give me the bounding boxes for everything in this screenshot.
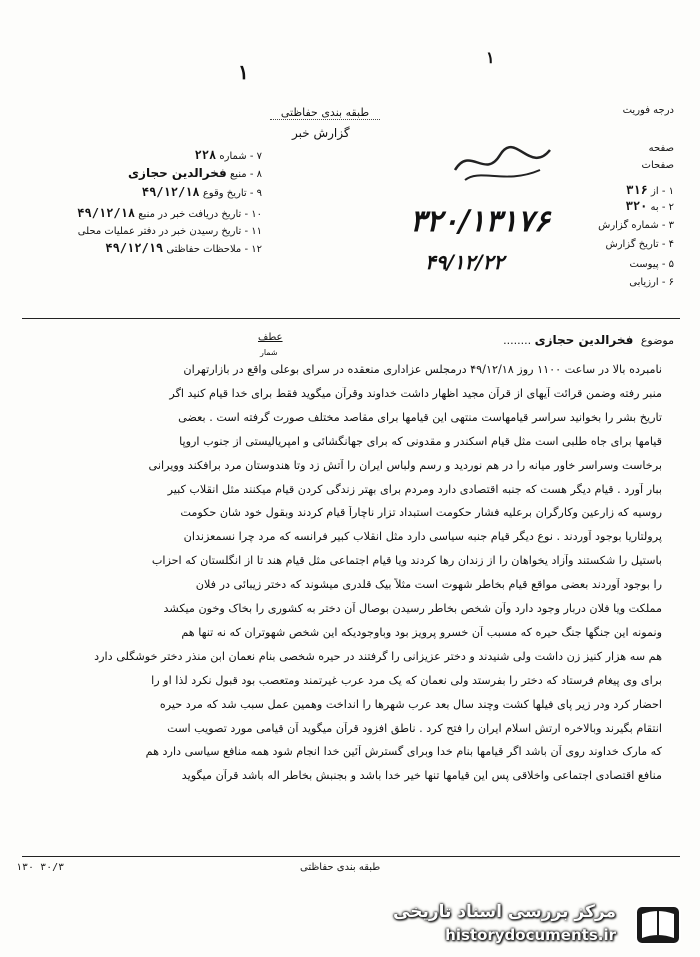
field-report-date: ۴ - تاریخ گزارش [605,239,674,250]
watermark-logo [386,898,686,950]
top-left-mark: ۱ [238,60,249,84]
field-office-date: ۱۱ - تاریخ رسیدن خبر در دفتر عملیات محلی [77,226,262,237]
field-received-date: ۱۰ - تاریخ دریافت خبر در منبع ۴۹/۱۲/۱۸ [77,206,262,220]
top-center-mark: ۱ [486,48,495,67]
header-divider [22,318,680,319]
field-report-number: ۳ - شماره گزارش [598,220,674,231]
watermark-title: مرکز بررسی اسناد تاریخی [393,902,616,922]
field-from: ۱ - از ۳۱۶ [626,183,674,197]
body-line: برخاست وسراسر خاور میانه را در هم نوردید و رسم ولباس ایران را آتش زد وتا هندوستان مرد برافکند وویرانی [148,458,662,472]
footer-divider [22,856,680,857]
field-security-notes: ۱۲ - ملاحظات حفاظتی ۴۹/۱۲/۱۹ [105,241,262,255]
field-pages: صفحات [641,160,674,171]
body-line: نامبرده بالا در ساعت ۱۱۰۰ روز ۴۹/۱۲/۱۸ درمجلس عزاداری منعقده در سرای بوعلی واقع در بازارتهران [183,363,662,376]
field-to: ۲ - به ۳۲۰ [625,199,674,213]
body-line: احضار کرد ودر زیر پای فیلها کشت وچند سال بعد عرب شهرها را انداخت وهمین عمل سبب شد که مرد حیره [159,697,662,711]
body-line: ببار آورد . قیام دیگر هست که جنبه اقتصادی دارد ومردم برای بهتر زندگی کردن قیام میکنند مثل انقلاب کبیر [167,482,662,496]
body-line: روسیه که زارعین وکارگران برعلیه فشار حکومت استبداد تزار ناچاراً قیام کردند وبقول خود شان حکومت [180,506,662,520]
handwritten-number: ۳۲۰/۱۳۱۷۶ [410,204,550,239]
field-source: ۸ - منبع فخرالدین حجازی [128,166,262,180]
body-line: ونمونه این جنگها جنگ حیره که مسبب آن خسرو پرویز بود وباوجودیکه این شخص شهوتران که نه تنها هم [181,625,662,639]
body-line: باستیل را شکستند وآزاد یخواهان را از زندان رها کردند ویا قیام اجتماعی مثل قیام هند تا از انگلستان که احزاب [151,554,662,568]
classification-header: طبقه بندی حفاظتی [270,106,380,120]
field-page: صفحه [648,143,674,154]
body-line: منبر رفته وضمن قرائت آیهای از قرآن مجید اظهار داشت خداوند وقرآن میگوید فقط برای خدا قیام کنید اگر [169,386,662,400]
field-evaluation: ۶ - ارزیابی [629,277,674,288]
body-line: هم سه هزار کنیز زن داشت ولی شنیدند و دختر عزیزانی را گرفتند در حیره شخصی بنام نعمان ابن منذر دختر خوشگلی دارد [94,649,662,663]
handwritten-scribble [450,140,560,190]
reference-label: عطف [258,332,283,343]
body-line: مملکت ویا فلان دربار وجود دارد وآن شخص بخاطر رسیدن بوصال آن دختر به کشوری را بخاک وخون میکشد [163,602,662,615]
field-attachment: ۵ - پیوست [629,259,674,270]
body-line: منافع اقتصادی اجتماعی واخلاقی پس این قیامها تنها خیر خدا باشد و بجنبش بخاطر اله باشد قرآن میگوید [181,769,662,783]
field-number: ۷ - شماره ۲۲۸ [194,148,262,162]
body-line: پرولتاریا بوجود آوردند . نوع دیگر قیام جنبه سیاسی دارد مثل انقلاب کبیر فرانسه که مرد چرا نسمعزندان [183,530,662,544]
footer-classification: طبقه بندی حفاظتی [300,862,381,873]
field-occurrence-date: ۹ - تاریخ وقوع ۴۹/۱۲/۱۸ [141,185,262,199]
watermark-url[interactable]: historydocuments.ir [445,926,616,944]
priority-label: درجه فوریت [622,105,674,116]
body-line: برای وی پیغام فرستاد که دختر را بفرستد ولی نعمان که یک مرد عرب غیرتمند ومتعصب بود قبول نکرد لذا او را [151,673,662,687]
report-title: گزارش خبر [292,126,350,140]
handwritten-date: ۴۹/۱۲/۲۲ [425,250,505,274]
book-logo-icon [630,898,686,950]
body-line: انتقام بگیرند وبالاخره ارتش اسلام ایران را فتح کرد . ناطق افزود قرآن میگوید آن قیامی مورد تصویب است [167,721,662,735]
body-line: که مارک خداوند روی آن باشد اگر قیامها بنام خدا وبرای گسترش آئین خدا انجام شود همه منافع سیاسی دارد هم [145,745,662,759]
form-code: ۳۰/۳ ۱۳۰ [16,862,65,873]
body-line: قیامها برای جاه طلبی است مثل قیام اسکندر و مقدونی که برای جهانگشائی و امپریالیستی از جنوب اروپا [179,434,662,448]
body-line: تاریخ بشر را بخوانید سراسر قیامهاست منتهی این قیامها برای مقاصد مختلف صورت گرفته است . بعضی [178,410,662,424]
body-line: را بوجود آوردند بعضی مواقع قیام بخاطر شهوت است مثلاً بیک قلدری میشوند که دختر زیبائی در فلان [195,578,662,592]
subject-line: موضوع فخرالدین حجازی ........ [503,333,674,347]
reference-sub: شمار [260,348,278,357]
